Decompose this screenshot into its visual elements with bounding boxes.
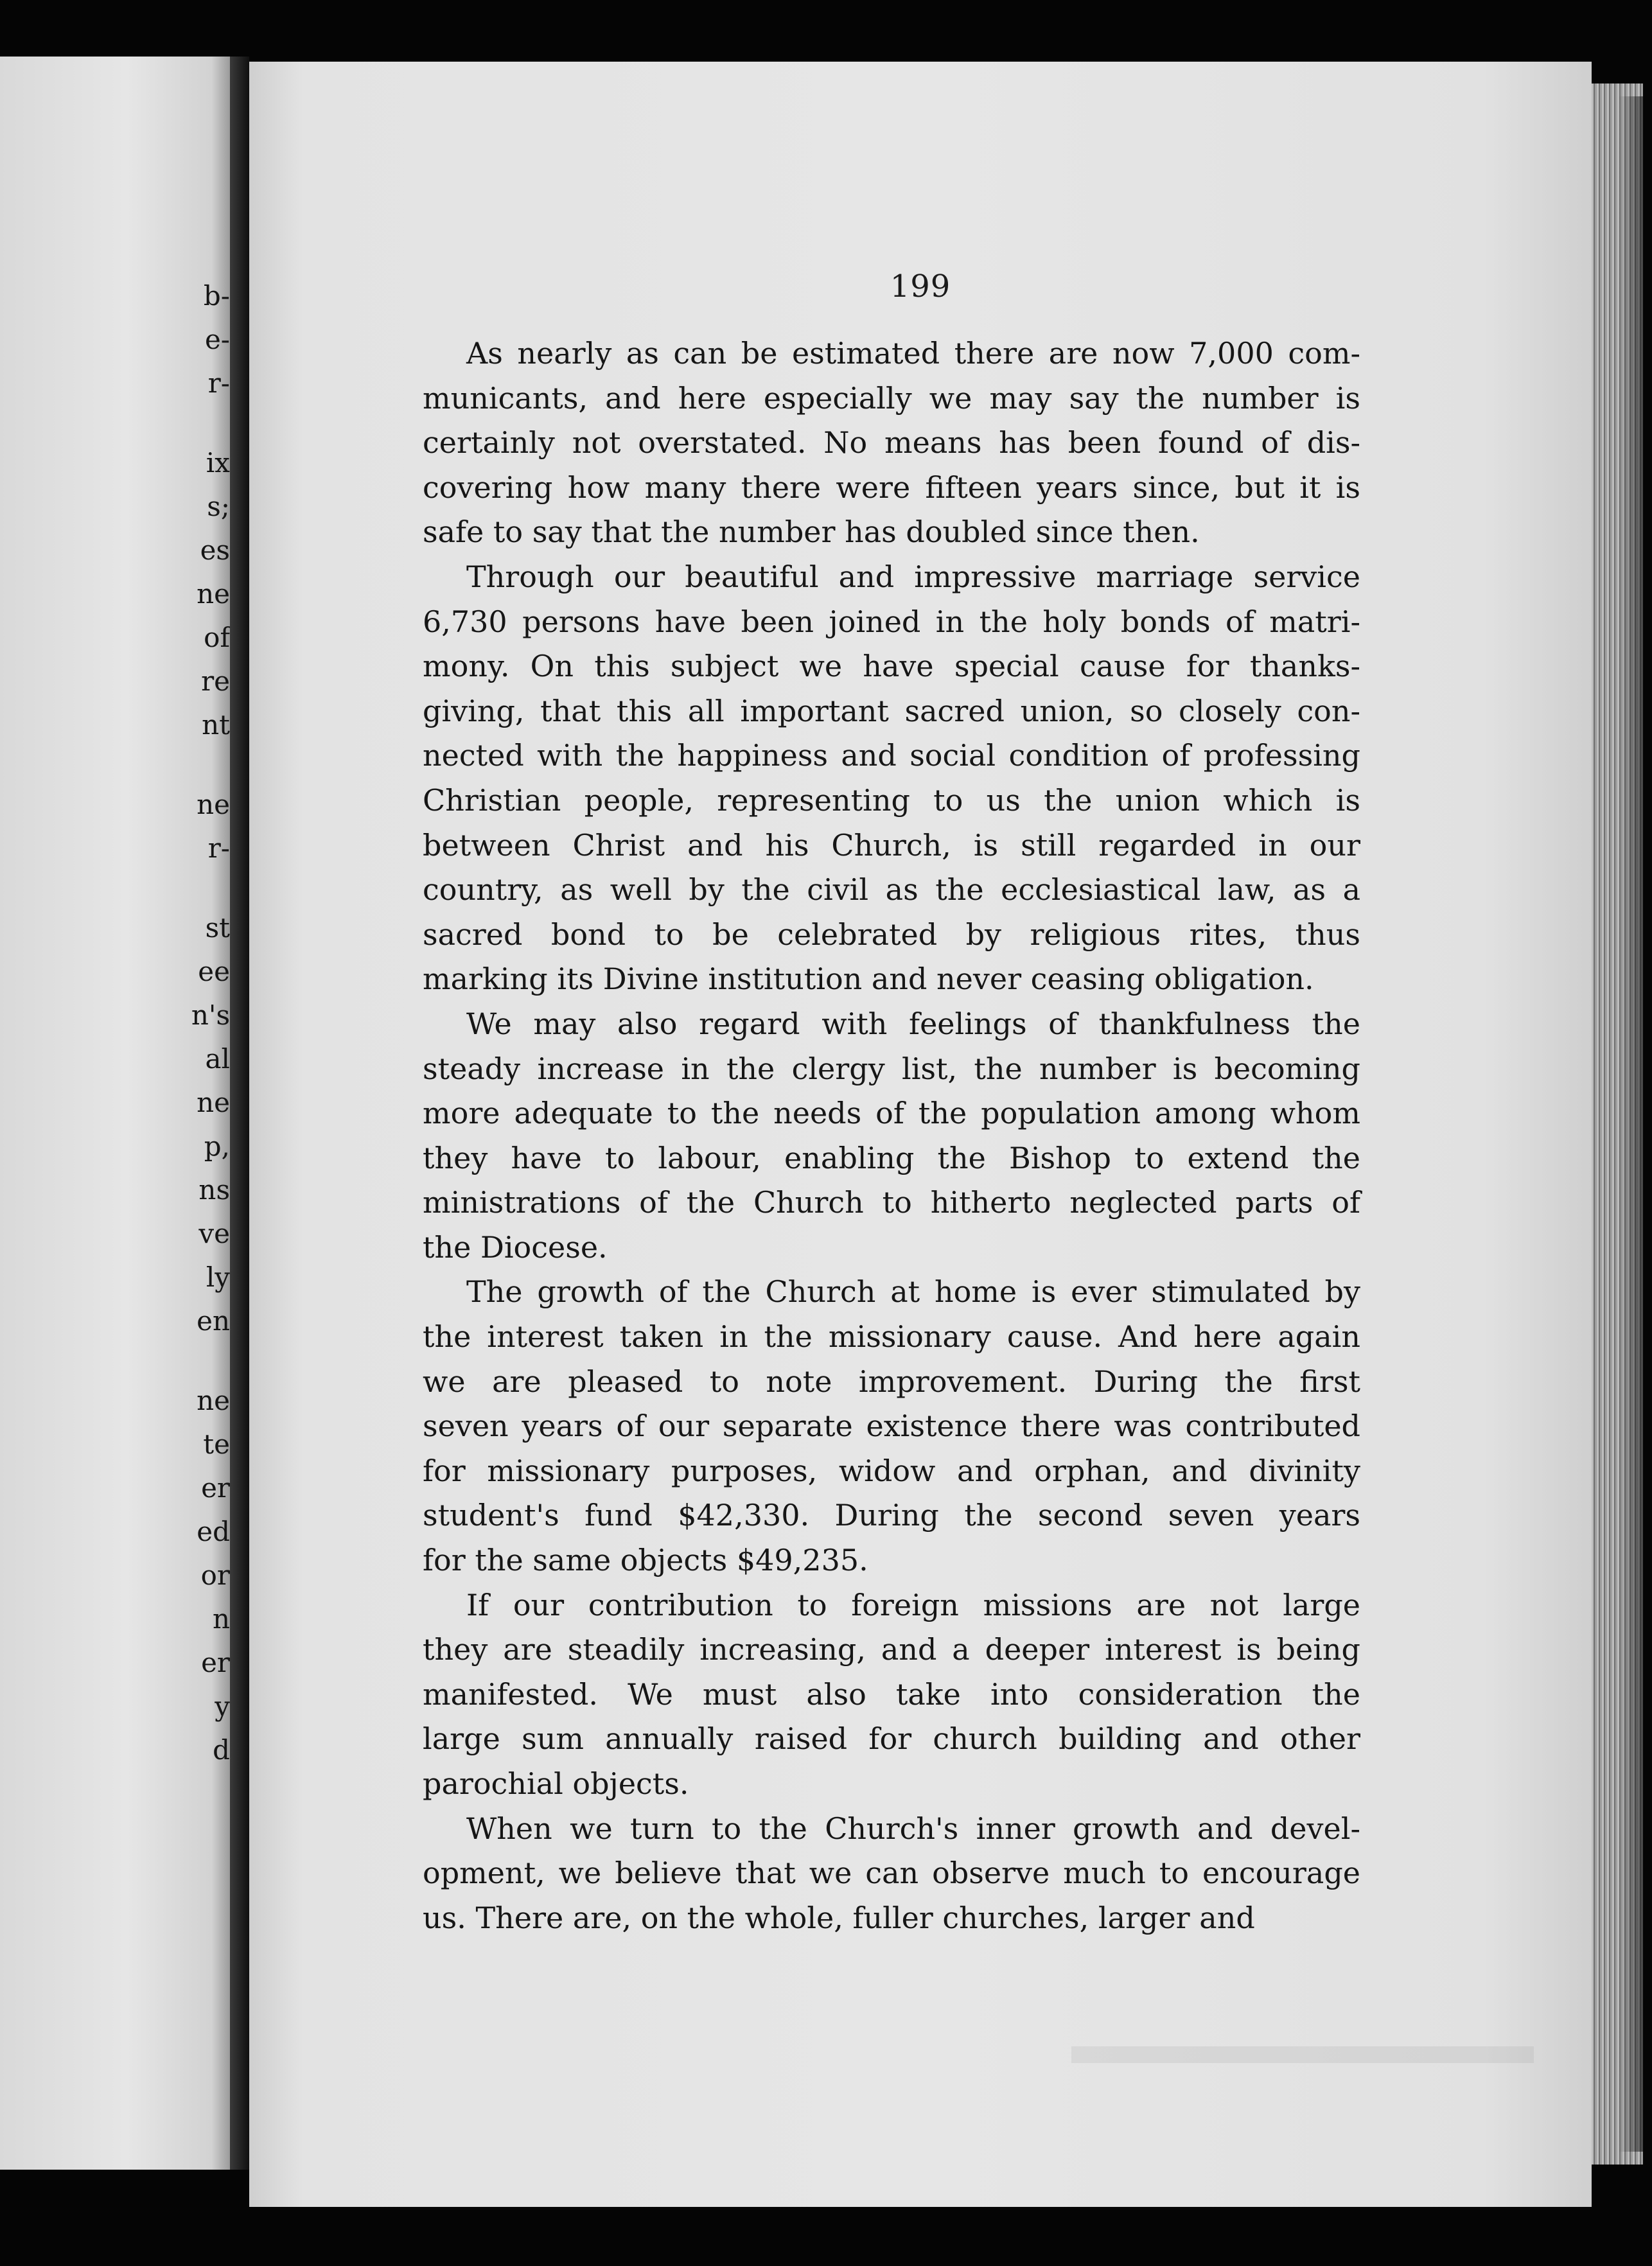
text-line: they have to labour, enabling the Bishop to extend the	[423, 1140, 1360, 1175]
text-line: student's fund $42,330. During the second seven years	[423, 1498, 1360, 1533]
text-line: Christian people, representing to us the union which is	[423, 782, 1360, 818]
left-page-fragment: p,	[204, 1130, 230, 1162]
left-page-fragment: ix	[206, 447, 230, 479]
page-number: 199	[890, 268, 951, 304]
left-page-fragment: ne	[197, 789, 230, 820]
text-line: the interest taken in the missionary cause. And here again	[423, 1319, 1360, 1355]
left-page-text-fragments	[0, 57, 230, 2170]
text-line: for the same objects $49,235.	[423, 1543, 868, 1578]
text-line: giving, that this all important sacred union, so closely con-	[423, 693, 1360, 728]
book-gutter	[230, 57, 249, 2170]
bleed-through-mark	[1071, 2046, 1534, 2063]
paragraph	[423, 331, 1360, 555]
left-page-fragment: nt	[202, 709, 230, 741]
left-page-fragment: en	[197, 1305, 230, 1337]
left-page-fragment: n's	[191, 999, 230, 1031]
text-line: they are steadily increasing, and a deeper interest is being	[423, 1632, 1360, 1667]
text-line: between Christ and his Church, is still regarded in our	[423, 827, 1360, 863]
left-page-fragment: ee	[198, 956, 230, 987]
paragraph	[423, 1807, 1360, 1941]
paragraph	[423, 1002, 1360, 1270]
left-page-fragment: ve	[198, 1218, 230, 1249]
left-page-fragment: y	[215, 1691, 230, 1722]
text-line: mony. On this subject we have special cause for thanks-	[423, 649, 1360, 684]
right-page	[249, 62, 1592, 2207]
paragraph	[423, 1583, 1360, 1807]
text-line: certainly not overstated. No means has been found of dis-	[423, 425, 1360, 461]
page-edges-shadow	[1619, 96, 1643, 2152]
text-line: safe to say that the number has doubled since then.	[423, 514, 1200, 550]
text-line: As nearly as can be estimated there are now 7,000 com-	[466, 336, 1360, 371]
left-page-fragment: n	[212, 1603, 230, 1635]
text-line: the Diocese.	[423, 1229, 608, 1265]
left-page-fragment: es	[200, 534, 230, 566]
text-line: We may also regard with feelings of thankfulness the	[466, 1006, 1360, 1041]
left-page-fragment: ne	[197, 1385, 230, 1416]
text-line: seven years of our separate existence there was contributed	[423, 1409, 1360, 1444]
text-line: opment, we believe that we can observe much to encourage	[423, 1856, 1360, 1891]
left-page-fragment: ed	[197, 1516, 230, 1547]
left-page-fragment: ne	[197, 578, 230, 610]
left-page-fragment: re	[201, 665, 230, 697]
left-page-fragment: or	[200, 1559, 230, 1591]
text-line: we are pleased to note improvement. During the first	[423, 1364, 1360, 1399]
left-page-fragment: er	[201, 1472, 230, 1504]
left-page-fragment: er	[201, 1647, 230, 1678]
paragraph	[423, 555, 1360, 1002]
left-page-fragment: r-	[207, 832, 230, 864]
text-line: 6,730 persons have been joined in the holy bonds of matri-	[423, 604, 1360, 639]
text-line: ministrations of the Church to hitherto neglected parts of	[423, 1185, 1360, 1220]
text-line: If our contribution to foreign missions are not large	[466, 1587, 1360, 1622]
text-line: manifested. We must also take into consideration the	[423, 1676, 1360, 1712]
left-page-fragment: s;	[207, 491, 230, 522]
text-line: more adequate to the needs of the population among whom	[423, 1096, 1360, 1131]
text-line: for missionary purposes, widow and orphan, and divinity	[423, 1453, 1360, 1488]
text-line: covering how many there were fifteen years since, but it is	[423, 470, 1360, 505]
left-page-fragment: st	[205, 912, 230, 944]
text-line: marking its Divine institution and never ceasing obligation.	[423, 962, 1314, 997]
left-page-fragment: ly	[206, 1261, 230, 1293]
text-line: Through our beautiful and impressive marriage service	[466, 559, 1360, 594]
text-line: large sum annually raised for church building and other	[423, 1721, 1360, 1757]
left-page-fragment: ne	[197, 1087, 230, 1118]
text-line: steady increase in the clergy list, the number is becoming	[423, 1051, 1360, 1086]
text-line: municants, and here especially we may say the number is	[423, 380, 1360, 416]
left-page-fragment: r-	[207, 367, 230, 399]
body-text	[423, 331, 1360, 1940]
text-line: parochial objects.	[423, 1766, 689, 1801]
left-page-fragment: al	[205, 1043, 230, 1075]
left-page-fragment: b-	[203, 280, 230, 312]
left-page-fragment: of	[204, 622, 230, 653]
left-page-fragment: e-	[204, 324, 230, 355]
left-page-fragment: ns	[198, 1174, 230, 1206]
text-line: When we turn to the Church's inner growth and devel-	[466, 1811, 1360, 1846]
paragraph	[423, 1270, 1360, 1583]
left-page-fragment: d	[213, 1734, 230, 1766]
text-line: nected with the happiness and social condition of professing	[423, 738, 1360, 773]
text-line: The growth of the Church at home is ever stimulated by	[466, 1274, 1360, 1310]
left-page-fragment: te	[203, 1428, 230, 1460]
text-line: us. There are, on the whole, fuller churches, larger and	[423, 1900, 1255, 1935]
left-page	[0, 57, 230, 2170]
text-line: sacred bond to be celebrated by religious rites, thus	[423, 917, 1360, 952]
text-line: country, as well by the civil as the ecclesiastical law, as a	[423, 872, 1360, 908]
